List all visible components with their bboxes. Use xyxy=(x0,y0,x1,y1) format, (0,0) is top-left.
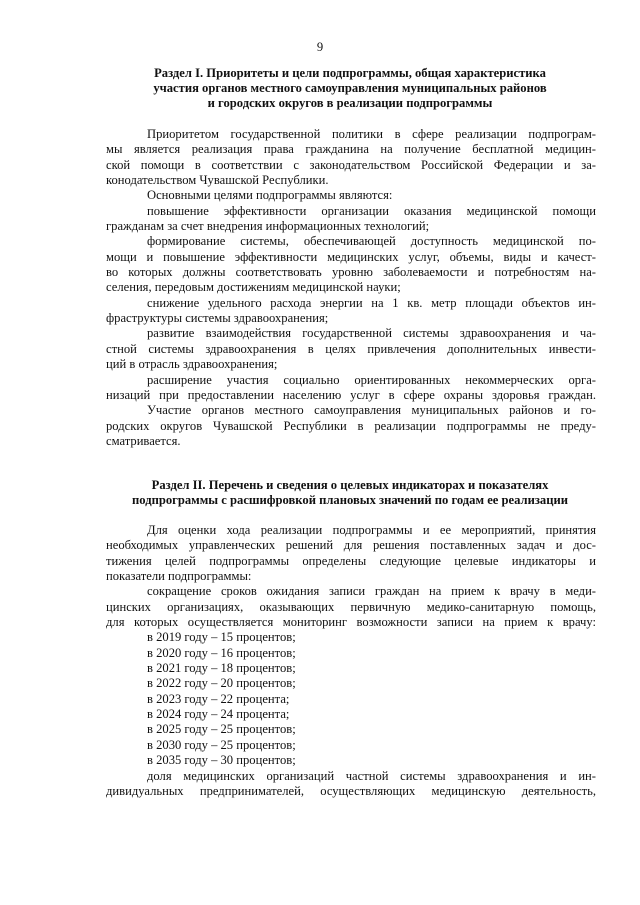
text-line: мы является реализация права гражданина на получение бесплатной медицин- xyxy=(106,142,596,157)
section-1-title-line: и городских округов в реализации подпрограммы xyxy=(207,96,493,110)
text-line: сокращение сроков ожидания записи граждан на прием к врачу в меди- xyxy=(147,584,596,599)
section-2-body xyxy=(106,523,596,799)
section-1-body xyxy=(106,127,596,449)
section-2-title-line: Раздел II. Перечень и сведения о целевых индикаторах и показателях xyxy=(151,478,549,492)
text-line: в 2020 году – 16 процентов; xyxy=(147,645,296,660)
text-line: в 2019 году – 15 процентов; xyxy=(147,630,296,645)
text-line: развитие взаимодействия государственной системы здравоохранения и ча- xyxy=(147,326,596,341)
text-line: для которых осуществляется мониторинг возможности записи на прием к врачу: xyxy=(106,615,596,630)
text-line: в 2021 году – 18 процентов; xyxy=(147,661,296,676)
text-line: Участие органов местного самоуправления муниципальных районов и го- xyxy=(147,403,596,418)
text-line: низаций при предоставлении населению услуг в сфере охраны здоровья граждан. xyxy=(106,387,596,402)
text-line: в 2022 году – 20 процентов; xyxy=(147,676,296,691)
text-line: дивидуальных предпринимателей, осуществляющих медицинскую деятельность, xyxy=(106,783,596,798)
text-line: доля медицинских организаций частной системы здравоохранения и ин- xyxy=(147,768,596,783)
text-line: селения, передовым достижениям медицинской науки; xyxy=(106,280,401,295)
text-line: фраструктуры системы здравоохранения; xyxy=(106,311,329,326)
section-2-title xyxy=(100,478,600,508)
text-line: в 2030 году – 25 процентов; xyxy=(147,737,296,752)
section-2-title-line: подпрограммы с расшифровкой плановых значений по годам ее реализации xyxy=(132,493,568,507)
text-line: в 2024 году – 24 процента; xyxy=(147,707,290,722)
text-line: показатели подпрограммы: xyxy=(106,569,252,584)
text-line: в 2025 году – 25 процентов; xyxy=(147,722,296,737)
text-line: конодательством Чувашской Республики. xyxy=(106,173,329,188)
text-line: тижения целей подпрограммы определены следующие целевые индикаторы и xyxy=(106,553,596,568)
section-1-title-line: участия органов местного самоуправления муниципальных районов xyxy=(153,81,547,95)
section-1-title-line: Раздел I. Приоритеты и цели подпрограммы, общая характеристика xyxy=(154,66,546,80)
text-line: повышение эффективности организации оказания медицинской помощи xyxy=(147,203,596,218)
text-line: во которых должны соответствовать уровню заболеваемости и потребностям на- xyxy=(106,265,596,280)
text-line: ской помощи в соответствии с законодательством Российской Федерации и за- xyxy=(106,157,596,172)
text-line: формирование системы, обеспечивающей доступность медицинской по- xyxy=(147,234,596,249)
text-line: ций в отрасль здравоохранения; xyxy=(106,357,278,372)
text-line: в 2035 году – 30 процентов; xyxy=(147,753,296,768)
text-line: мощи и повышение эффективности медицинских услуг, объемы, виды и качест- xyxy=(106,249,596,264)
text-line: Для оценки хода реализации подпрограммы и ее мероприятий, принятия xyxy=(147,523,596,537)
text-line: цинских организациях, оказывающих первичную медико-санитарную помощь, xyxy=(106,599,596,614)
text-line: расширение участия социально ориентированных некоммерческих орга- xyxy=(147,372,596,387)
text-line: гражданам за счет внедрения информационных технологий; xyxy=(106,219,430,234)
text-line: Приоритетом государственной политики в сфере реализации подпрограм- xyxy=(147,127,596,141)
section-1-title xyxy=(100,66,600,111)
text-line: сматривается. xyxy=(106,433,181,448)
text-line: стной системы здравоохранения в целях привлечения дополнительных инвести- xyxy=(106,341,596,356)
page-number: 9 xyxy=(316,40,324,54)
text-line: в 2023 году – 22 процента; xyxy=(147,691,290,706)
text-line: снижение удельного расхода энергии на 1 кв. метр площади объектов ин- xyxy=(147,295,596,310)
text-line: необходимых управленческих решений для решения поставленных задач и дос- xyxy=(106,538,596,553)
text-line: родских округов Чувашской Республики в реализации подпрограммы не преду- xyxy=(106,418,596,433)
text-line: Основными целями подпрограммы являются: xyxy=(147,188,393,203)
